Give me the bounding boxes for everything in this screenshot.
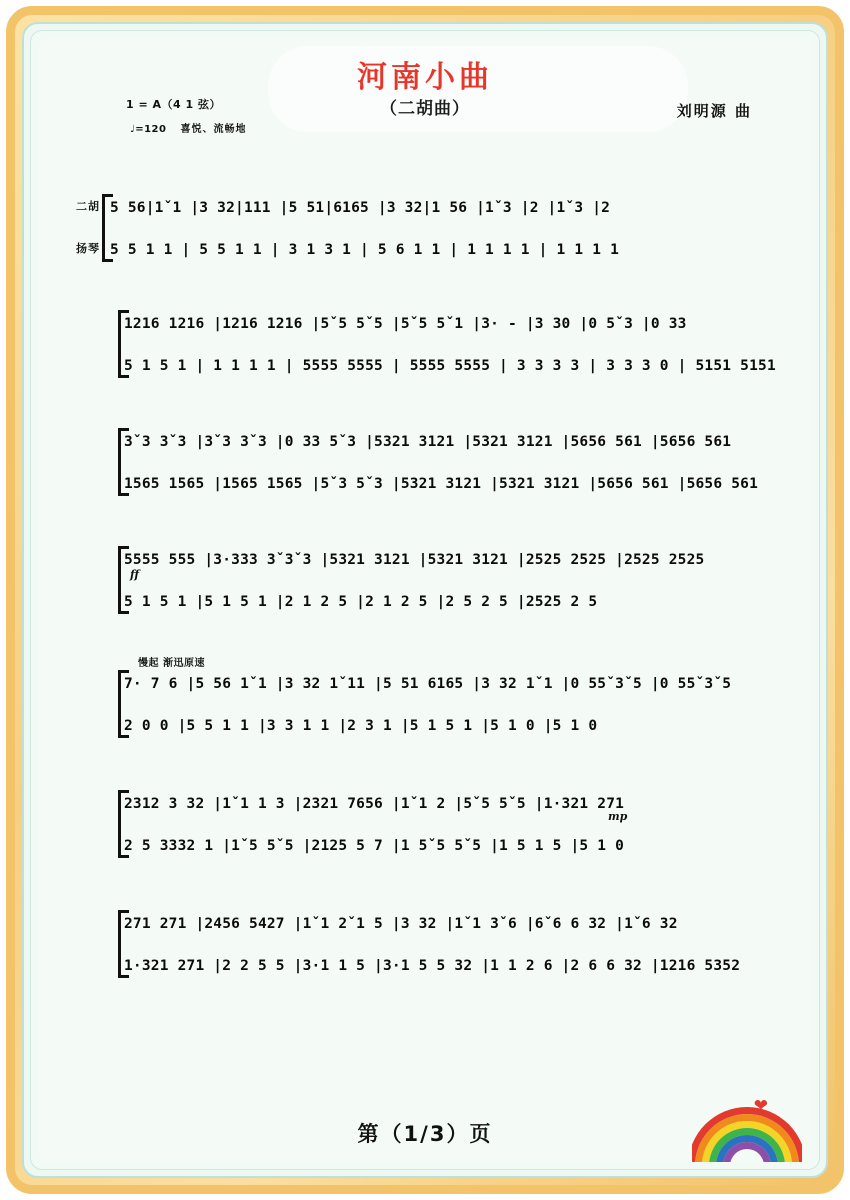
system-annotation: 慢起 渐迅原速 [138, 658, 205, 669]
accomp-notes: 5 1 5 1 | 1 1 1 1 | 5555 5555 | 5555 5555 | 3 3 3 3 | 3 3 3 0 | 5151 5151 [124, 358, 776, 375]
melody-staff [124, 668, 784, 702]
dynamic-mp: mp [608, 810, 628, 823]
melody-notes: 5555 555 |3·333 3ˇ3ˇ3 |5321 3121 |5321 3121 |2525 2525 |2525 2525 [124, 552, 705, 569]
melody-staff [124, 308, 784, 342]
accomp-notes: 2 0 0 |5 5 1 1 |3 3 1 1 |2 3 1 |5 1 5 1 |5 1 0 |5 1 0 [124, 718, 598, 735]
accompaniment-staff [124, 350, 784, 384]
accomp-notes: 5 1 5 1 |5 1 5 1 |2 1 2 5 |2 1 2 5 |2 5 2 5 |2525 2 5 [124, 594, 598, 611]
music-systems [38, 146, 812, 1092]
accompaniment-staff [124, 950, 784, 984]
accomp-notes: 1565 1565 |1565 1565 |5ˇ3 5ˇ3 |5321 3121 |5321 3121 |5656 561 |5656 561 [124, 476, 759, 493]
accomp-notes: 5 5 1 1 | 5 5 1 1 | 3 1 3 1 | 5 6 1 1 | 1 1 1 1 | 1 1 1 1 [110, 242, 619, 259]
accomp-notes: 2 5 3332 1 |1ˇ5 5ˇ5 |2125 5 7 |1 5ˇ5 5ˇ5 |1 5 1 5 |5 1 0 [124, 838, 625, 855]
melody-notes: 2312 3 32 |1ˇ1 1 3 |2321 7656 |1ˇ1 2 |5ˇ5 5ˇ5 |1·321 271 [124, 796, 625, 813]
music-system [38, 426, 812, 502]
page-subtitle: （二胡曲） [380, 99, 470, 119]
melody-notes: 271 271 |2456 5427 |1ˇ1 2ˇ1 5 |3 32 |1ˇ1 3ˇ6 |6ˇ6 6 32 |1ˇ6 32 [124, 916, 678, 933]
music-system [38, 658, 812, 744]
page-title: 河南小曲 [357, 60, 493, 95]
music-system [38, 192, 812, 268]
accompaniment-staff [124, 468, 784, 502]
rainbow-decoration [692, 1104, 802, 1162]
accompaniment-staff [110, 234, 784, 268]
composer-credit: 刘明源 曲 [676, 102, 752, 120]
melody-staff [124, 426, 784, 460]
melody-notes: 3ˇ3 3ˇ3 |3ˇ3 3ˇ3 |0 33 5ˇ3 |5321 3121 |5321 3121 |5656 561 |5656 561 [124, 434, 732, 451]
music-sheet [38, 38, 812, 1162]
melody-staff [124, 908, 784, 942]
instrument-label-accomp: 扬琴 [76, 242, 100, 255]
accompaniment-staff [124, 710, 784, 744]
heart-icon: ❤ [753, 1096, 768, 1115]
melody-staff [110, 192, 784, 226]
melody-notes: 5 56|1ˇ1 |3 32|111 |5 51|6165 |3 32|1 56 |1ˇ3 |2 |1ˇ3 |2 [110, 200, 611, 217]
accompaniment-staff [124, 586, 784, 620]
tempo-value: ♩=120 [130, 124, 167, 135]
instrument-label-melody: 二胡 [76, 200, 100, 213]
tempo-marking [130, 120, 246, 135]
melody-notes: 7· 7 6 |5 56 1ˇ1 |3 32 1ˇ11 |5 51 6165 |3 32 1ˇ1 |0 55ˇ3ˇ5 |0 55ˇ3ˇ5 [124, 676, 732, 693]
page-number: 第（1/3）页 [357, 1122, 493, 1146]
music-system [38, 788, 812, 864]
accompaniment-staff [124, 830, 784, 864]
mood-marking: 喜悦、流畅地 [180, 124, 247, 135]
key-signature: 1 = A（4 1 弦） [126, 98, 222, 111]
music-system [38, 544, 812, 620]
music-system [38, 308, 812, 384]
dynamic-ff: ff [130, 568, 140, 581]
accomp-notes: 1·321 271 |2 2 5 5 |3·1 1 5 |3·1 5 5 32 |1 1 2 6 |2 6 6 32 |1216 5352 [124, 958, 741, 975]
music-system [38, 908, 812, 984]
melody-notes: 1216 1216 |1216 1216 |5ˇ5 5ˇ5 |5ˇ5 5ˇ1 |3· - |3 30 |0 5ˇ3 |0 33 [124, 316, 687, 333]
melody-staff [124, 544, 784, 578]
melody-staff [124, 788, 784, 822]
